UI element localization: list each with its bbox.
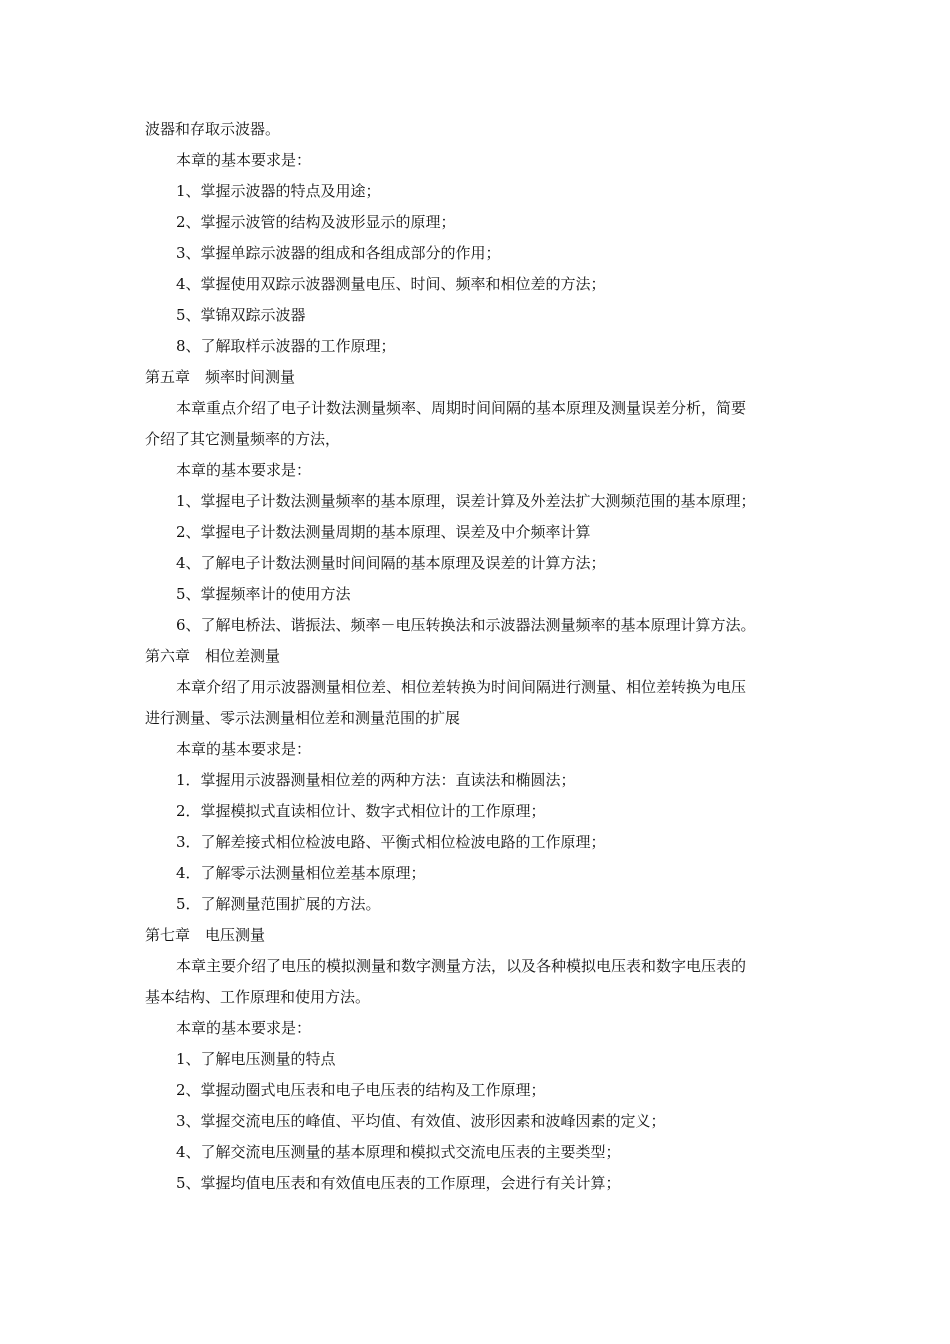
chapter7-heading: 第七章 电压测量 (145, 926, 266, 944)
ch7-requirement-item: 1、了解电压测量的特点 (176, 1050, 336, 1068)
ch4-requirement-item: 5、掌锦双踪示波器 (176, 306, 306, 324)
ch6-requirement-item: 4．了解零示法测量相位差基本原理； (176, 864, 426, 882)
ch7-requirements-title: 本章的基本要求是： (176, 1019, 312, 1037)
ch7-requirement-item: 3、掌握交流电压的峰值、平均值、有效值、波形因素和波峰因素的定义； (176, 1112, 666, 1130)
ch5-requirement-item: 1、掌握电子计数法测量频率的基本原理，误差计算及外差法扩大测频范围的基本原理； (176, 492, 756, 510)
ch4-requirement-item: 8、了解取样示波器的工作原理； (176, 337, 396, 355)
ch7-summary-line: 基本结构、工作原理和使用方法。 (145, 988, 371, 1006)
ch7-requirement-item: 2、掌握动圈式电压表和电子电压表的结构及工作原理； (176, 1081, 546, 1099)
ch4-requirement-item: 3、掌握单踪示波器的组成和各组成部分的作用； (176, 244, 501, 262)
ch7-requirement-item: 5、掌握均值电压表和有效值电压表的工作原理，会进行有关计算； (176, 1174, 621, 1192)
ch6-requirements-title: 本章的基本要求是： (176, 740, 312, 758)
ch4-requirement-item: 2、掌握示波管的结构及波形显示的原理； (176, 213, 456, 231)
ch6-requirement-item: 2．掌握模拟式直读相位计、数字式相位计的工作原理； (176, 802, 546, 820)
document-body (145, 114, 810, 1199)
ch6-requirement-item: 5．了解测量范围扩展的方法。 (176, 895, 381, 913)
ch5-requirement-item: 4、了解电子计数法测量时间间隔的基本原理及误差的计算方法； (176, 554, 606, 572)
ch4-requirements-title: 本章的基本要求是： (176, 151, 312, 169)
ch5-requirement-item: 5、掌握频率计的使用方法 (176, 585, 351, 603)
chapter6-heading: 第六章 相位差测量 (145, 647, 281, 665)
chapter5-heading: 第五章 频率时间测量 (145, 368, 296, 386)
ch7-summary-line: 本章主要介绍了电压的模拟测量和数字测量方法，以及各种模拟电压表和数字电压表的 (176, 957, 747, 975)
ch5-requirement-item: 6、了解电桥法、谐振法、频率－电压转换法和示波器法测量频率的基本原理计算方法。 (176, 616, 756, 634)
ch6-summary-line: 进行测量、零示法测量相位差和测量范围的扩展 (145, 709, 461, 727)
ch6-requirement-item: 3．了解差接式相位检波电路、平衡式相位检波电路的工作原理； (176, 833, 606, 851)
intro-tail-text: 波器和存取示波器。 (145, 120, 281, 138)
ch4-requirement-item: 1、掌握示波器的特点及用途； (176, 182, 381, 200)
ch6-summary-line: 本章介绍了用示波器测量相位差、相位差转换为时间间隔进行测量、相位差转换为电压 (176, 678, 747, 696)
ch5-requirement-item: 2、掌握电子计数法测量周期的基本原理、误差及中介频率计算 (176, 523, 591, 541)
ch5-summary-line: 介绍了其它测量频率的方法， (145, 430, 341, 448)
ch6-requirement-item: 1．掌握用示波器测量相位差的两种方法：直读法和椭圆法； (176, 771, 576, 789)
ch5-requirements-title: 本章的基本要求是： (176, 461, 312, 479)
ch5-summary-line: 本章重点介绍了电子计数法测量频率、周期时间间隔的基本原理及测量误差分析，简要 (176, 399, 747, 417)
ch4-requirement-item: 4、掌握使用双踪示波器测量电压、时间、频率和相位差的方法； (176, 275, 606, 293)
ch7-requirement-item: 4、了解交流电压测量的基本原理和模拟式交流电压表的主要类型； (176, 1143, 621, 1161)
